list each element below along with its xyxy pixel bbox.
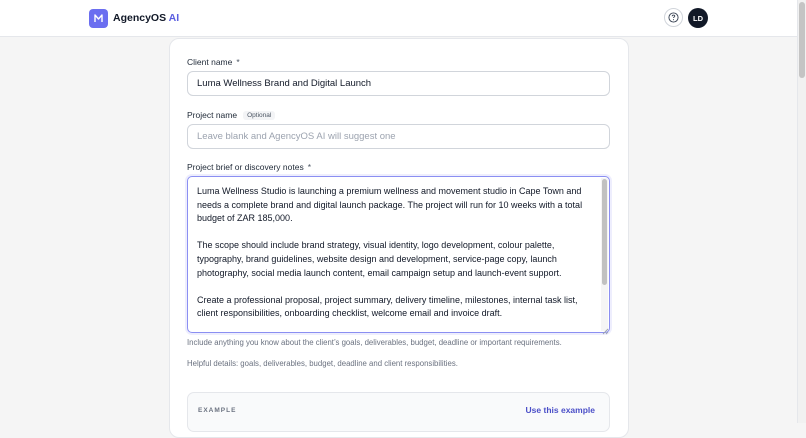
client-name-label bbox=[187, 57, 240, 67]
project-brief-textarea[interactable] bbox=[187, 176, 610, 333]
example-box bbox=[187, 392, 610, 432]
project-name-label bbox=[187, 110, 275, 120]
textarea-scrollbar-thumb[interactable] bbox=[602, 179, 607, 285]
help-button[interactable] bbox=[664, 8, 683, 27]
brand-name-text: AgencyOS bbox=[113, 12, 167, 24]
brand-ai-text: AI bbox=[168, 12, 180, 24]
client-name-label-text: Client name bbox=[187, 57, 233, 67]
project-name-placeholder: Leave blank and AgencyOS AI will suggest one bbox=[197, 131, 396, 142]
page-scrollbar-thumb[interactable] bbox=[799, 2, 805, 78]
project-name-input[interactable] bbox=[187, 124, 610, 149]
project-brief-label-text: Project brief or discovery notes bbox=[187, 162, 304, 172]
brief-helpful-details: Helpful details: goals, deliverables, budget, deadline and client responsibilities. bbox=[187, 359, 458, 368]
user-avatar[interactable]: LD bbox=[688, 8, 708, 28]
required-mark: * bbox=[236, 57, 240, 67]
brief-paragraph: Create a professional proposal, project summary, delivery timeline, milestones, internal task list, client responsibilities, onboarding checklist, welcome email and invoice draft. bbox=[197, 294, 578, 319]
client-name-input[interactable] bbox=[187, 71, 610, 96]
example-label: EXAMPLE bbox=[198, 407, 237, 414]
help-circle-icon bbox=[668, 12, 679, 23]
top-header bbox=[0, 0, 797, 37]
project-name-label-text: Project name bbox=[187, 110, 238, 120]
brief-paragraph: Luma Wellness Studio is launching a premium wellness and movement studio in Cape Town and needs a complete brand and digital launch package. The project will run for 10 weeks with a total budget of ZAR 185,000. bbox=[197, 186, 583, 224]
use-example-button[interactable]: Use this example bbox=[525, 405, 595, 415]
optional-badge: Optional bbox=[243, 111, 275, 120]
brief-helper-text: Include anything you know about the client’s goals, deliverables, budget, deadline or important requirements. bbox=[187, 338, 562, 347]
resize-grip-icon[interactable] bbox=[600, 322, 609, 331]
agency-logo-icon[interactable] bbox=[89, 9, 108, 28]
brand-name[interactable] bbox=[113, 12, 179, 24]
brief-paragraph: The scope should include brand strategy, visual identity, logo development, colour palette, typography, brand guidelines, website design and development, service-page copy, launch photography, social media launch content, email campaign setup and launch-event support. bbox=[197, 240, 562, 278]
client-name-value: Luma Wellness Brand and Digital Launch bbox=[197, 78, 372, 89]
project-brief-label bbox=[187, 162, 311, 172]
required-mark: * bbox=[307, 162, 312, 172]
